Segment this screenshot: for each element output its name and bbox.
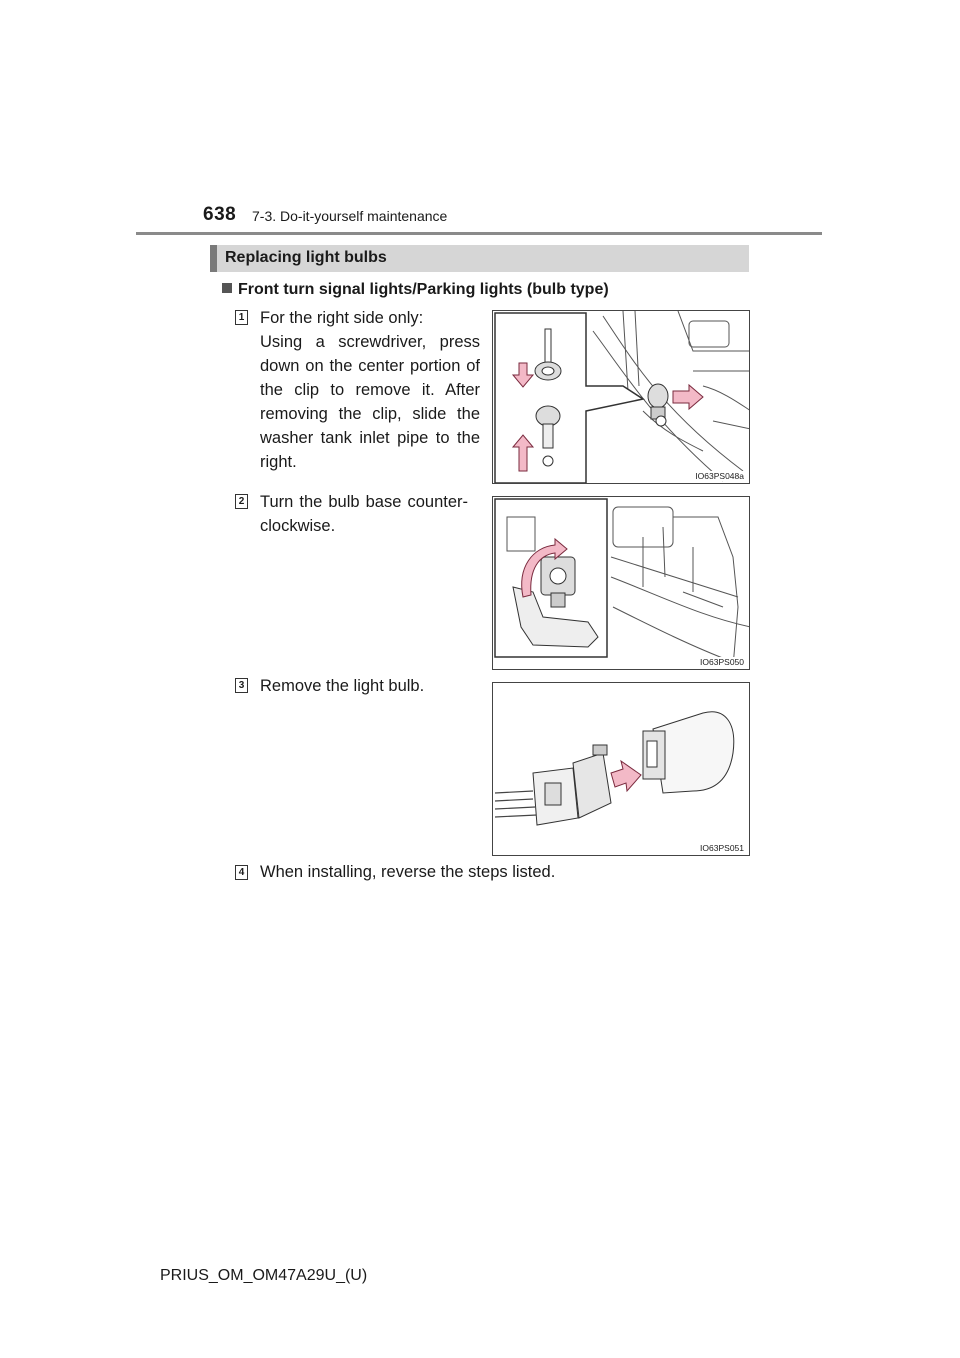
figure-remove-bulb — [492, 682, 750, 856]
step-1-intro: For the right side only: — [260, 309, 424, 327]
step-number-3: 3 — [235, 678, 248, 693]
step-1-body: Using a screwdriver, press down on the center portion of the clip to remove it. After removing the clip, slide the washer tank inlet pipe to the right. — [260, 333, 480, 471]
step-number-1: 1 — [235, 310, 248, 325]
banner-accent — [210, 245, 217, 272]
figure-clip-removal — [492, 310, 750, 484]
step-4-text: When installing, reverse the steps listed. — [260, 863, 556, 881]
page-number: 638 — [203, 204, 237, 225]
clip-removal-illustration — [493, 311, 750, 484]
figure-code-2: IO63PS050 — [700, 657, 744, 667]
subheading-text: Front turn signal lights/Parking lights (bulb type) — [238, 281, 609, 298]
banner-title: Replacing light bulbs — [225, 249, 387, 266]
figure-code-3: IO63PS051 — [700, 843, 744, 853]
step-1-text — [260, 306, 480, 474]
square-bullet-icon — [222, 283, 232, 293]
figure-code-1: IO63PS048a — [695, 471, 744, 481]
subheading — [222, 281, 609, 299]
header-rule — [136, 232, 822, 235]
bulb-base-illustration — [493, 497, 750, 670]
step-3-text: Remove the light bulb. — [260, 677, 425, 695]
step-number-2: 2 — [235, 494, 248, 509]
step-2-text: Turn the bulb base counter-clockwise. — [260, 493, 468, 535]
figure-bulb-base — [492, 496, 750, 670]
section-title: 7-3. Do-it-yourself maintenance — [252, 208, 448, 224]
step-number-4: 4 — [235, 865, 248, 880]
section-banner — [210, 245, 749, 272]
remove-bulb-illustration — [493, 683, 750, 856]
document-id: PRIUS_OM_OM47A29U_(U) — [160, 1267, 368, 1284]
